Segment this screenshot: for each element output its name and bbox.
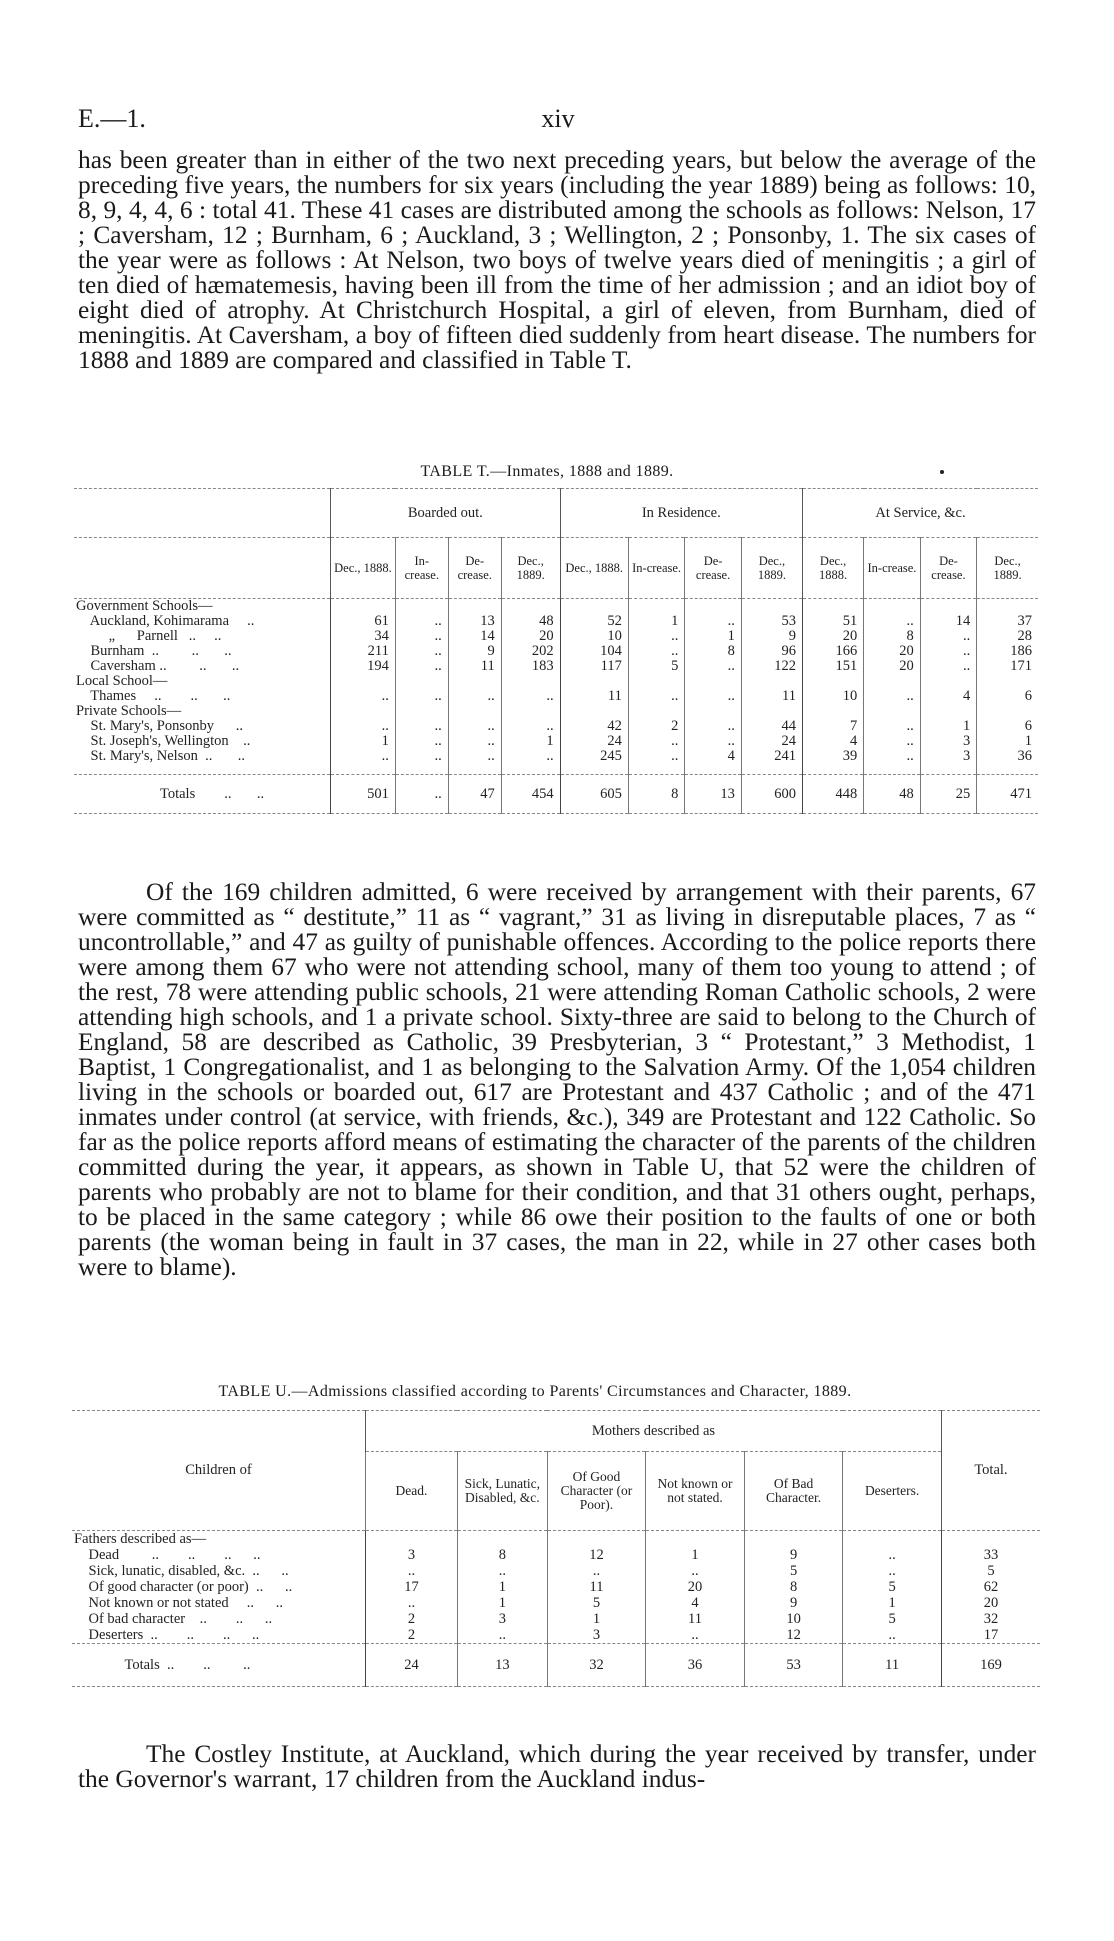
table-cell — [920, 704, 976, 719]
table-cell: 3 — [457, 1611, 547, 1627]
table-cell — [977, 704, 1038, 719]
table-cell: 24 — [741, 734, 802, 749]
table-cell: .. — [395, 659, 448, 674]
table-cell: 36 — [977, 749, 1038, 764]
paragraph-mortality: has been greater than in either of the two next preceding years, but below the average of the preceding five years, the numbers for six years (including the year 1889) being as follows: 10, 8, 9, 4, 4, 6 : total 41. These 41 cases are distributed among the schools as follows: Nelson, 17 ; Caversham, 12 ; Burnham, 6 ; Auckland, 3 ; Wellington, 2 ; Ponsonby, 1. The six cases of the year were as follows : At Nelson, two boys of twelve years died of meningitis ; a girl of ten died of hæmatemesis, having been ill from the time of her admission ; and an idiot boy of eight died of atrophy. At Christchurch Hospital, a girl of eleven, from Burnham, died of meningitis. At Caversham, a boy of fifteen died suddenly from heart disease. The numbers for 1888 and 1889 are compared and classified in Table T. — [78, 146, 1036, 374]
row-label: St. Mary's, Ponsonby .. — [76, 718, 243, 734]
table-cell: 61 — [331, 614, 396, 629]
table-cell — [685, 704, 741, 719]
table-cell: .. — [501, 749, 560, 764]
table-cell: 20 — [864, 644, 920, 659]
table-cell — [560, 599, 628, 615]
table-cell — [744, 1531, 843, 1548]
table-cell: 28 — [977, 629, 1038, 644]
table-cell: 2 — [628, 719, 684, 734]
table-cell — [448, 674, 501, 689]
table-cell: .. — [646, 1563, 745, 1579]
table-row — [72, 1547, 1040, 1563]
table-cell: 10 — [560, 629, 628, 644]
table-cell: 11 — [741, 689, 802, 704]
table-cell — [741, 674, 802, 689]
table-cell: .. — [365, 1563, 457, 1579]
table-cell: 1 — [843, 1595, 942, 1611]
table-u-title: TABLE U.—Admissions classified according to Parents' Circumstances and Character, 1889. — [218, 1383, 852, 1400]
total-cell: 454 — [501, 775, 560, 814]
group-heading: In Residence. — [560, 489, 802, 538]
table-cell: 12 — [744, 1627, 843, 1644]
table-cell — [547, 1531, 646, 1548]
totals-row — [72, 1644, 1040, 1687]
table-cell: 11 — [547, 1579, 646, 1595]
table-cell: 1 — [628, 614, 684, 629]
table-cell — [628, 704, 684, 719]
row-label: Thames .. .. .. — [76, 688, 231, 704]
table-cell: .. — [685, 719, 741, 734]
table-row — [74, 674, 1038, 689]
table-cell: .. — [628, 689, 684, 704]
table-cell: .. — [457, 1627, 547, 1644]
spacer-cell — [803, 764, 864, 775]
column-subheading: De-crease. — [920, 538, 976, 599]
column-subheading: Dec., 1888. — [803, 538, 864, 599]
table-cell: 39 — [803, 749, 864, 764]
table-cell: 24 — [560, 734, 628, 749]
table-cell: 20 — [864, 659, 920, 674]
table-cell: 9 — [741, 629, 802, 644]
table-cell — [448, 704, 501, 719]
table-cell: 8 — [685, 644, 741, 659]
row-label: Private Schools— — [76, 703, 182, 719]
table-cell: 5 — [843, 1611, 942, 1627]
table-cell: .. — [448, 719, 501, 734]
row-label: Deserters .. .. .. .. — [74, 1627, 260, 1643]
table-cell: 6 — [977, 719, 1038, 734]
table-cell: 1 — [501, 734, 560, 749]
row-label: „ Parnell .. .. — [76, 628, 222, 644]
table-cell: 33 — [941, 1547, 1040, 1563]
table-cell — [628, 599, 684, 615]
table-row — [74, 719, 1038, 734]
group-heading: At Service, &c. — [803, 489, 1038, 538]
table-cell — [457, 1531, 547, 1548]
table-cell — [843, 1531, 942, 1548]
table-cell: .. — [501, 719, 560, 734]
table-row — [72, 1579, 1040, 1595]
table-row — [74, 629, 1038, 644]
table-cell: .. — [457, 1563, 547, 1579]
table-cell — [365, 1531, 457, 1548]
table-cell: 52 — [560, 614, 628, 629]
table-cell: .. — [685, 689, 741, 704]
table-cell: .. — [448, 749, 501, 764]
spacer-cell — [448, 764, 501, 775]
table-cell: .. — [685, 734, 741, 749]
row-label: Government Schools— — [76, 598, 213, 614]
table-cell: .. — [920, 659, 976, 674]
table-row — [74, 689, 1038, 704]
total-cell: 48 — [864, 775, 920, 814]
table-cell: 42 — [560, 719, 628, 734]
table-u-body — [72, 1531, 1040, 1687]
table-row — [72, 1563, 1040, 1579]
table-cell: 3 — [547, 1627, 646, 1644]
table-cell: 6 — [977, 689, 1038, 704]
table-cell: 8 — [864, 629, 920, 644]
table-row — [74, 734, 1038, 749]
table-cell: 48 — [501, 614, 560, 629]
table-cell: 53 — [741, 614, 802, 629]
page-header — [78, 104, 1038, 134]
table-cell: 62 — [941, 1579, 1040, 1595]
table-cell: .. — [646, 1627, 745, 1644]
table-cell: 5 — [628, 659, 684, 674]
table-cell: 32 — [941, 1611, 1040, 1627]
table-cell — [741, 599, 802, 615]
table-cell: 13 — [448, 614, 501, 629]
total-cell: 11 — [843, 1644, 942, 1687]
totals-label: Totals .. .. .. — [72, 1644, 365, 1687]
table-row — [74, 704, 1038, 719]
table-cell: 3 — [920, 734, 976, 749]
column-subheading: Of Bad Character. — [744, 1452, 843, 1531]
row-label: Dead .. .. .. .. — [74, 1547, 261, 1563]
table-cell — [977, 599, 1038, 615]
table-cell: 37 — [977, 614, 1038, 629]
spacer-cell — [977, 764, 1038, 775]
document-reference: E.—1. — [78, 104, 146, 133]
table-cell: 245 — [560, 749, 628, 764]
table-cell: .. — [395, 689, 448, 704]
table-cell: 34 — [331, 629, 396, 644]
paragraph-costley: The Costley Institute, at Auckland, which during the year received by transfer, under the Governor's warrant, 17 children from the Auckland indus- — [78, 1740, 1036, 1793]
table-cell: .. — [628, 629, 684, 644]
table-cell: .. — [395, 734, 448, 749]
table-cell — [803, 599, 864, 615]
table-cell: 1 — [457, 1595, 547, 1611]
table-cell — [395, 599, 448, 615]
table-cell: 1 — [331, 734, 396, 749]
table-cell: .. — [685, 659, 741, 674]
table-cell — [685, 674, 741, 689]
column-subheading: Dec., 1888. — [560, 538, 628, 599]
table-cell: 1 — [457, 1579, 547, 1595]
mothers-heading: Mothers described as — [365, 1411, 941, 1452]
total-cell: 471 — [977, 775, 1038, 814]
table-cell: 9 — [744, 1595, 843, 1611]
table-cell: .. — [365, 1595, 457, 1611]
table-cell: 8 — [457, 1547, 547, 1563]
table-cell — [331, 704, 396, 719]
table-cell: 171 — [977, 659, 1038, 674]
totals-label: Totals .. .. — [74, 775, 331, 814]
table-cell — [920, 674, 976, 689]
table-cell: 183 — [501, 659, 560, 674]
table-cell — [395, 674, 448, 689]
table-cell: 20 — [646, 1579, 745, 1595]
spacer-cell — [685, 764, 741, 775]
table-cell: 3 — [365, 1547, 457, 1563]
table-cell: 211 — [331, 644, 396, 659]
table-row — [74, 659, 1038, 674]
total-cell: 32 — [547, 1644, 646, 1687]
spacer-cell — [864, 764, 920, 775]
row-label: Of good character (or poor) .. .. — [74, 1579, 293, 1595]
table-cell: .. — [331, 749, 396, 764]
table-cell: 20 — [941, 1595, 1040, 1611]
table-cell — [448, 599, 501, 615]
spacer-cell — [74, 764, 331, 775]
table-cell: .. — [628, 644, 684, 659]
table-cell: 1 — [977, 734, 1038, 749]
spacer-cell — [560, 764, 628, 775]
spacer-cell — [395, 764, 448, 775]
table-cell: 5 — [941, 1563, 1040, 1579]
column-subheading: De-crease. — [685, 538, 741, 599]
row-label: St. Joseph's, Wellington .. — [76, 733, 251, 749]
table-cell: 4 — [803, 734, 864, 749]
table-cell: 3 — [920, 749, 976, 764]
table-cell: 1 — [920, 719, 976, 734]
spacer-cell — [628, 764, 684, 775]
table-cell: .. — [864, 689, 920, 704]
table-cell: 166 — [803, 644, 864, 659]
table-cell: 2 — [365, 1611, 457, 1627]
total-cell: 501 — [331, 775, 396, 814]
column-subheading: Dec., 1889. — [501, 538, 560, 599]
spacer-cell — [920, 764, 976, 775]
table-cell: .. — [864, 749, 920, 764]
column-subheading: Of Good Character (or Poor). — [547, 1452, 646, 1531]
row-label: St. Mary's, Nelson .. .. — [76, 748, 245, 764]
total-cell: 36 — [646, 1644, 745, 1687]
table-cell — [395, 704, 448, 719]
table-cell: 1 — [547, 1611, 646, 1627]
table-cell: .. — [628, 749, 684, 764]
table-cell: 20 — [803, 629, 864, 644]
table-cell — [501, 674, 560, 689]
table-t-body — [74, 599, 1038, 814]
table-cell: 1 — [646, 1547, 745, 1563]
table-cell: .. — [864, 614, 920, 629]
row-label: Burnham .. .. .. — [76, 643, 232, 659]
table-cell: 122 — [741, 659, 802, 674]
table-cell: 186 — [977, 644, 1038, 659]
table-cell: 8 — [744, 1579, 843, 1595]
row-label: Caversham .. .. .. — [76, 658, 240, 674]
table-t-subheads — [74, 538, 1038, 599]
page-number: xiv — [541, 104, 575, 133]
table-cell: 10 — [744, 1611, 843, 1627]
total-cell: 47 — [448, 775, 501, 814]
table-cell: 117 — [560, 659, 628, 674]
table-cell — [628, 674, 684, 689]
table-cell — [741, 704, 802, 719]
table-cell: 151 — [803, 659, 864, 674]
column-subheading: Dead. — [365, 1452, 457, 1531]
table-cell: .. — [920, 644, 976, 659]
row-label: Of bad character .. .. .. — [74, 1611, 273, 1627]
column-subheading: Sick, Lunatic, Disabled, &c. — [457, 1452, 547, 1531]
total-cell: 448 — [803, 775, 864, 814]
column-subheading: In-crease. — [395, 538, 448, 599]
column-subheading: Dec., 1889. — [977, 538, 1038, 599]
column-subheading: In-crease. — [864, 538, 920, 599]
table-cell: 11 — [560, 689, 628, 704]
table-cell: .. — [448, 734, 501, 749]
total-cell: 605 — [560, 775, 628, 814]
table-cell: .. — [843, 1547, 942, 1563]
row-label: Local School— — [76, 673, 168, 689]
table-t-blank-head — [74, 489, 331, 538]
table-cell: 14 — [448, 629, 501, 644]
table-cell: 4 — [685, 749, 741, 764]
children-of-heading: Children of — [72, 1411, 365, 1531]
stray-mark — [940, 470, 944, 474]
table-row — [74, 614, 1038, 629]
spacer-cell — [741, 764, 802, 775]
table-row — [74, 599, 1038, 615]
column-subheading: Not known or not stated. — [646, 1452, 745, 1531]
table-cell: .. — [920, 629, 976, 644]
spacer-cell — [501, 764, 560, 775]
table-cell: 96 — [741, 644, 802, 659]
table-cell: 20 — [501, 629, 560, 644]
table-cell: 5 — [547, 1595, 646, 1611]
column-subheading: Dec., 1888. — [331, 538, 396, 599]
table-cell: 12 — [547, 1547, 646, 1563]
table-row — [74, 749, 1038, 764]
total-cell: .. — [395, 775, 448, 814]
table-t-inmates — [74, 488, 1038, 814]
table-cell — [977, 674, 1038, 689]
table-cell: .. — [843, 1627, 942, 1644]
row-label: Sick, lunatic, disabled, &c. .. .. — [74, 1563, 289, 1579]
table-cell: 7 — [803, 719, 864, 734]
table-row — [72, 1627, 1040, 1644]
table-cell: .. — [448, 689, 501, 704]
table-cell: 2 — [365, 1627, 457, 1644]
table-cell: .. — [395, 719, 448, 734]
table-cell — [864, 704, 920, 719]
table-cell: 241 — [741, 749, 802, 764]
spacer-row — [74, 764, 1038, 775]
table-cell: 5 — [843, 1579, 942, 1595]
table-row — [72, 1611, 1040, 1627]
table-cell: .. — [685, 614, 741, 629]
table-cell: 14 — [920, 614, 976, 629]
table-cell — [803, 674, 864, 689]
table-cell — [803, 704, 864, 719]
group-heading: Boarded out. — [331, 489, 560, 538]
spacer-cell — [331, 764, 396, 775]
table-cell — [920, 599, 976, 615]
total-cell: 24 — [365, 1644, 457, 1687]
table-cell: .. — [331, 689, 396, 704]
table-cell: 104 — [560, 644, 628, 659]
column-subheading: De-crease. — [448, 538, 501, 599]
table-cell — [864, 674, 920, 689]
table-t-title: TABLE T.—Inmates, 1888 and 1889. — [420, 463, 674, 480]
table-cell — [646, 1531, 745, 1548]
total-cell: 13 — [457, 1644, 547, 1687]
table-cell: 1 — [685, 629, 741, 644]
total-cell: 53 — [744, 1644, 843, 1687]
column-subheading: Dec., 1889. — [741, 538, 802, 599]
table-cell — [331, 599, 396, 615]
total-cell: 169 — [941, 1644, 1040, 1687]
table-cell: .. — [547, 1563, 646, 1579]
table-cell: 9 — [448, 644, 501, 659]
column-subheading: Deserters. — [843, 1452, 942, 1531]
table-cell — [501, 704, 560, 719]
table-cell: 11 — [448, 659, 501, 674]
table-cell: .. — [395, 614, 448, 629]
row-label: Fathers described as— — [74, 1531, 207, 1547]
table-cell: .. — [395, 629, 448, 644]
table-cell: 10 — [803, 689, 864, 704]
table-cell: .. — [843, 1563, 942, 1579]
table-cell: .. — [395, 749, 448, 764]
total-cell: 600 — [741, 775, 802, 814]
table-cell — [560, 674, 628, 689]
table-cell: 17 — [365, 1579, 457, 1595]
table-cell: 51 — [803, 614, 864, 629]
total-cell: 25 — [920, 775, 976, 814]
table-cell: 11 — [646, 1611, 745, 1627]
total-cell: 8 — [628, 775, 684, 814]
column-subheading: In-crease. — [628, 538, 684, 599]
table-cell: 4 — [646, 1595, 745, 1611]
table-cell: 202 — [501, 644, 560, 659]
table-cell: 9 — [744, 1547, 843, 1563]
table-row — [72, 1531, 1040, 1548]
table-cell: .. — [501, 689, 560, 704]
table-cell: 4 — [920, 689, 976, 704]
table-cell: .. — [331, 719, 396, 734]
table-cell: .. — [864, 734, 920, 749]
table-u-admissions — [72, 1410, 1040, 1687]
table-cell — [941, 1531, 1040, 1548]
table-cell — [560, 704, 628, 719]
totals-row — [74, 775, 1038, 814]
table-cell — [864, 599, 920, 615]
paragraph-admissions: Of the 169 children admitted, 6 were received by arrangement with their parents, 67 were committed as “ destitute,” 11 as “ vagrant,” 31 as living in disreputable places, 7 as “ uncontrollable,” and 47 as guilty of punishable offences. According to the police reports there were among them 67 who were not attending school, many of them too young to attend ; of the rest, 78 were attending public schools, 21 were attending Roman Catholic schools, 2 were attending high schools, and 1 a private school. Sixty-three are said to belong to the Church of England, 58 are described as Catholic, 39 Presbyterian, 3 “ Protestant,” 3 Methodist, 1 Baptist, 1 Congregationalist, and 1 as belonging to the Salvation Army. Of the 1,054 children living in the schools or boarded out, 617 are Protestant and 437 Catholic ; and of the 471 inmates under control (at service, with friends, &c.), 349 are Protestant and 122 Catholic. So far as the police reports afford means of estimating the character of the parents of the children committed during the year, it appears, as shown in Table U, that 52 were the children of parents who probably are not to blame for their condition, and that 31 others ought, perhaps, to be placed in the same category ; while 86 owe their position to the faults of one or both parents (the woman being in fault in 37 cases, the man in 22, while in 27 other cases both were to blame). — [78, 878, 1036, 1281]
table-cell: 194 — [331, 659, 396, 674]
total-cell: 13 — [685, 775, 741, 814]
table-cell — [331, 674, 396, 689]
row-label: Auckland, Kohimarama .. — [76, 613, 255, 629]
table-cell: 17 — [941, 1627, 1040, 1644]
table-cell: .. — [864, 719, 920, 734]
table-cell — [685, 599, 741, 615]
table-cell — [501, 599, 560, 615]
total-heading: Total. — [941, 1411, 1040, 1531]
table-row — [72, 1595, 1040, 1611]
table-cell: .. — [628, 734, 684, 749]
row-label: Not known or not stated .. .. — [74, 1595, 284, 1611]
table-cell: 5 — [744, 1563, 843, 1579]
table-row — [74, 644, 1038, 659]
table-cell: .. — [395, 644, 448, 659]
table-cell: 44 — [741, 719, 802, 734]
